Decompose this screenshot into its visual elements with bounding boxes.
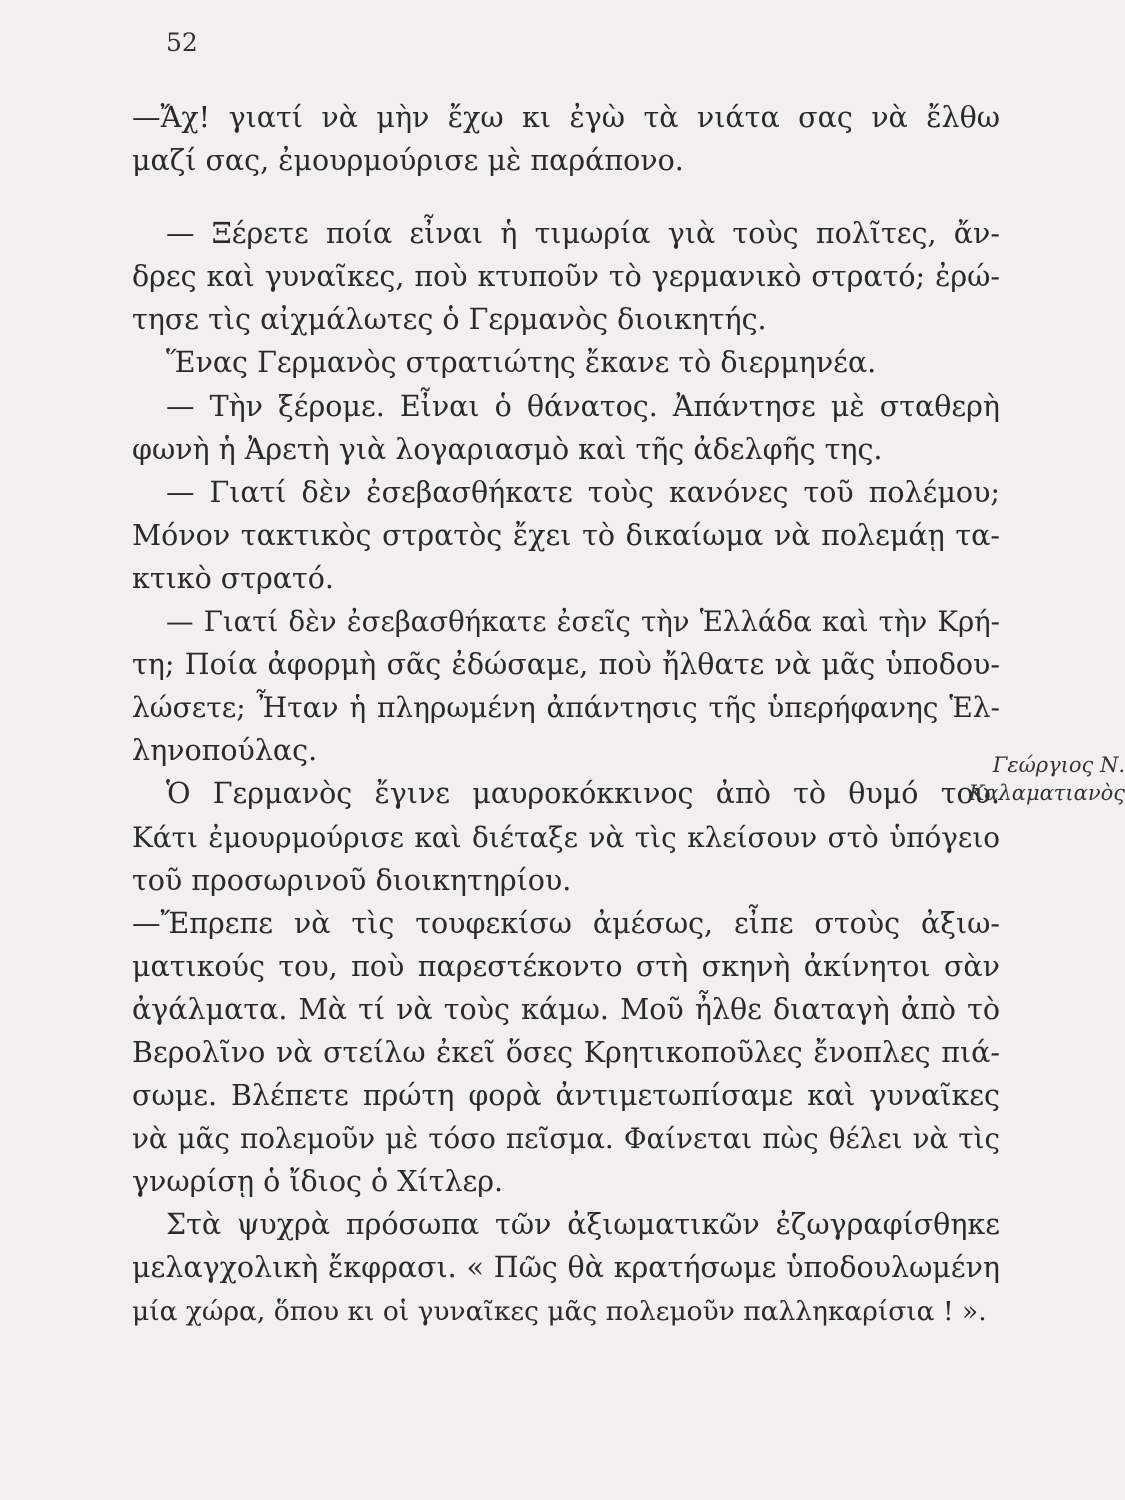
text-line: γνωρίσῃ ὁ ἴδιος ὁ Χίτλερ. [132,1165,504,1199]
text-line: Μόνον τακτικὸς στρατὸς ἔχει τὸ δικαίωμα νὰ πολεμάῃ τα- [132,518,1000,552]
text-line: ματικούς του, ποὺ παρεστέκοντο στὴ σκηνὴ ἀκίνητοι σὰν [132,949,1000,983]
text-line: Βερολῖνο νὰ στείλω ἐκεῖ ὅσες Κρητικοποῦλες ἔνοπλες πιά- [132,1035,1000,1069]
text-line: Στὰ ψυχρὰ πρόσωπα τῶν ἀξιωματικῶν ἐζωγραφίσθηκε [166,1208,1000,1242]
text-line: —Ἄχ! γιατί νὰ μὴν ἔχω κι ἐγὼ τὰ νιάτα σας νὰ ἔλθω [132,101,1000,134]
text-line: — Γιατί δὲν ἐσεβασθήκατε τοὺς κανόνες τοῦ πολέμου; [166,475,1000,509]
text-line: Κάτι ἐμουρμούρισε καὶ διέταξε νὰ τὶς κλείσουν στὸ ὑπόγειο [132,820,1000,854]
text-line: τησε τὶς αἰχμάλωτες ὁ Γερμανὸς διοικητής. [132,303,767,337]
text-line: τη; Ποία ἀφορμὴ σᾶς ἐδώσαμε, ποὺ ἤλθατε νὰ μᾶς ὑποδου- [132,648,1000,682]
body-text [132,96,1125,1333]
text-line: — Τὴν ξέρομε. Εἶναι ὁ θάνατος. Ἀπάντησε μὲ σταθερὴ [166,389,1000,423]
text-line: μαζί σας, ἐμουρμούρισε μὲ παράπονο. [132,144,684,178]
text-line: νὰ μᾶς πολεμοῦν μὲ τόσο πεῖσμα. Φαίνεται πὼς θέλει νὰ τὶς [132,1122,1000,1156]
text-line: δρες καὶ γυναῖκες, ποὺ κτυποῦν τὸ γερμανικὸ στρατό; ἐρώ- [132,260,1000,294]
text-line: Ἕνας Γερμανὸς στρατιώτης ἔκανε τὸ διερμηνέα. [166,346,877,380]
text-line: τοῦ προσωρινοῦ διοικητηρίου. [132,863,572,897]
text-line: Ὁ Γερμανὸς ἔγινε μαυροκόκκινος ἀπὸ τὸ θυμό του. [166,777,1000,811]
text-line: ἀγάλματα. Μὰ τί νὰ τοὺς κάμω. Μοῦ ἦλθε διαταγὴ ἀπὸ τὸ [132,992,1000,1026]
text-line: σωμε. Βλέπετε πρώτη φορὰ ἀντιμετωπίσαμε καὶ γυναῖκες [132,1079,1000,1113]
text-line: —Ἔπρεπε νὰ τὶς τουφεκίσω ἀμέσως, εἶπε στοὺς ἀξιω- [132,906,1000,940]
text-line: — Γιατί δὲν ἐσεβασθήκατε ἐσεῖς τὴν Ἑλλάδα καὶ τὴν Κρή- [166,605,1000,639]
text-line: μία χώρα, ὅπου κι οἱ γυναῖκες μᾶς πολεμοῦν παλληκαρίσια ! ». [132,1295,987,1327]
text-line: — Ξέρετε ποία εἶναι ἡ τιμωρία γιὰ τοὺς πολῖτες, ἄν- [166,217,1000,251]
text-line: λώσετε; Ἦταν ἡ πληρωμένη ἀπάντησις τῆς ὑπερήφανης Ἑλ- [132,691,1000,725]
author-signature: Γεώργιος Ν. Καλαματιανὸς [968,753,1125,805]
text-line: μελαγχολικὴ ἔκφρασι. « Πῶς θὰ κρατήσωμε ὑποδουλωμένη [132,1251,1000,1285]
page-number: 52 [166,28,198,57]
text-line: κτικὸ στρατό. [132,561,334,595]
text-line: φωνὴ ἡ Ἀρετὴ γιὰ λογαριασμὸ καὶ τῆς ἀδελφῆς της. [132,432,883,466]
paragraph-gap [132,182,1000,212]
text-line: ληνοπούλας. [132,734,318,768]
